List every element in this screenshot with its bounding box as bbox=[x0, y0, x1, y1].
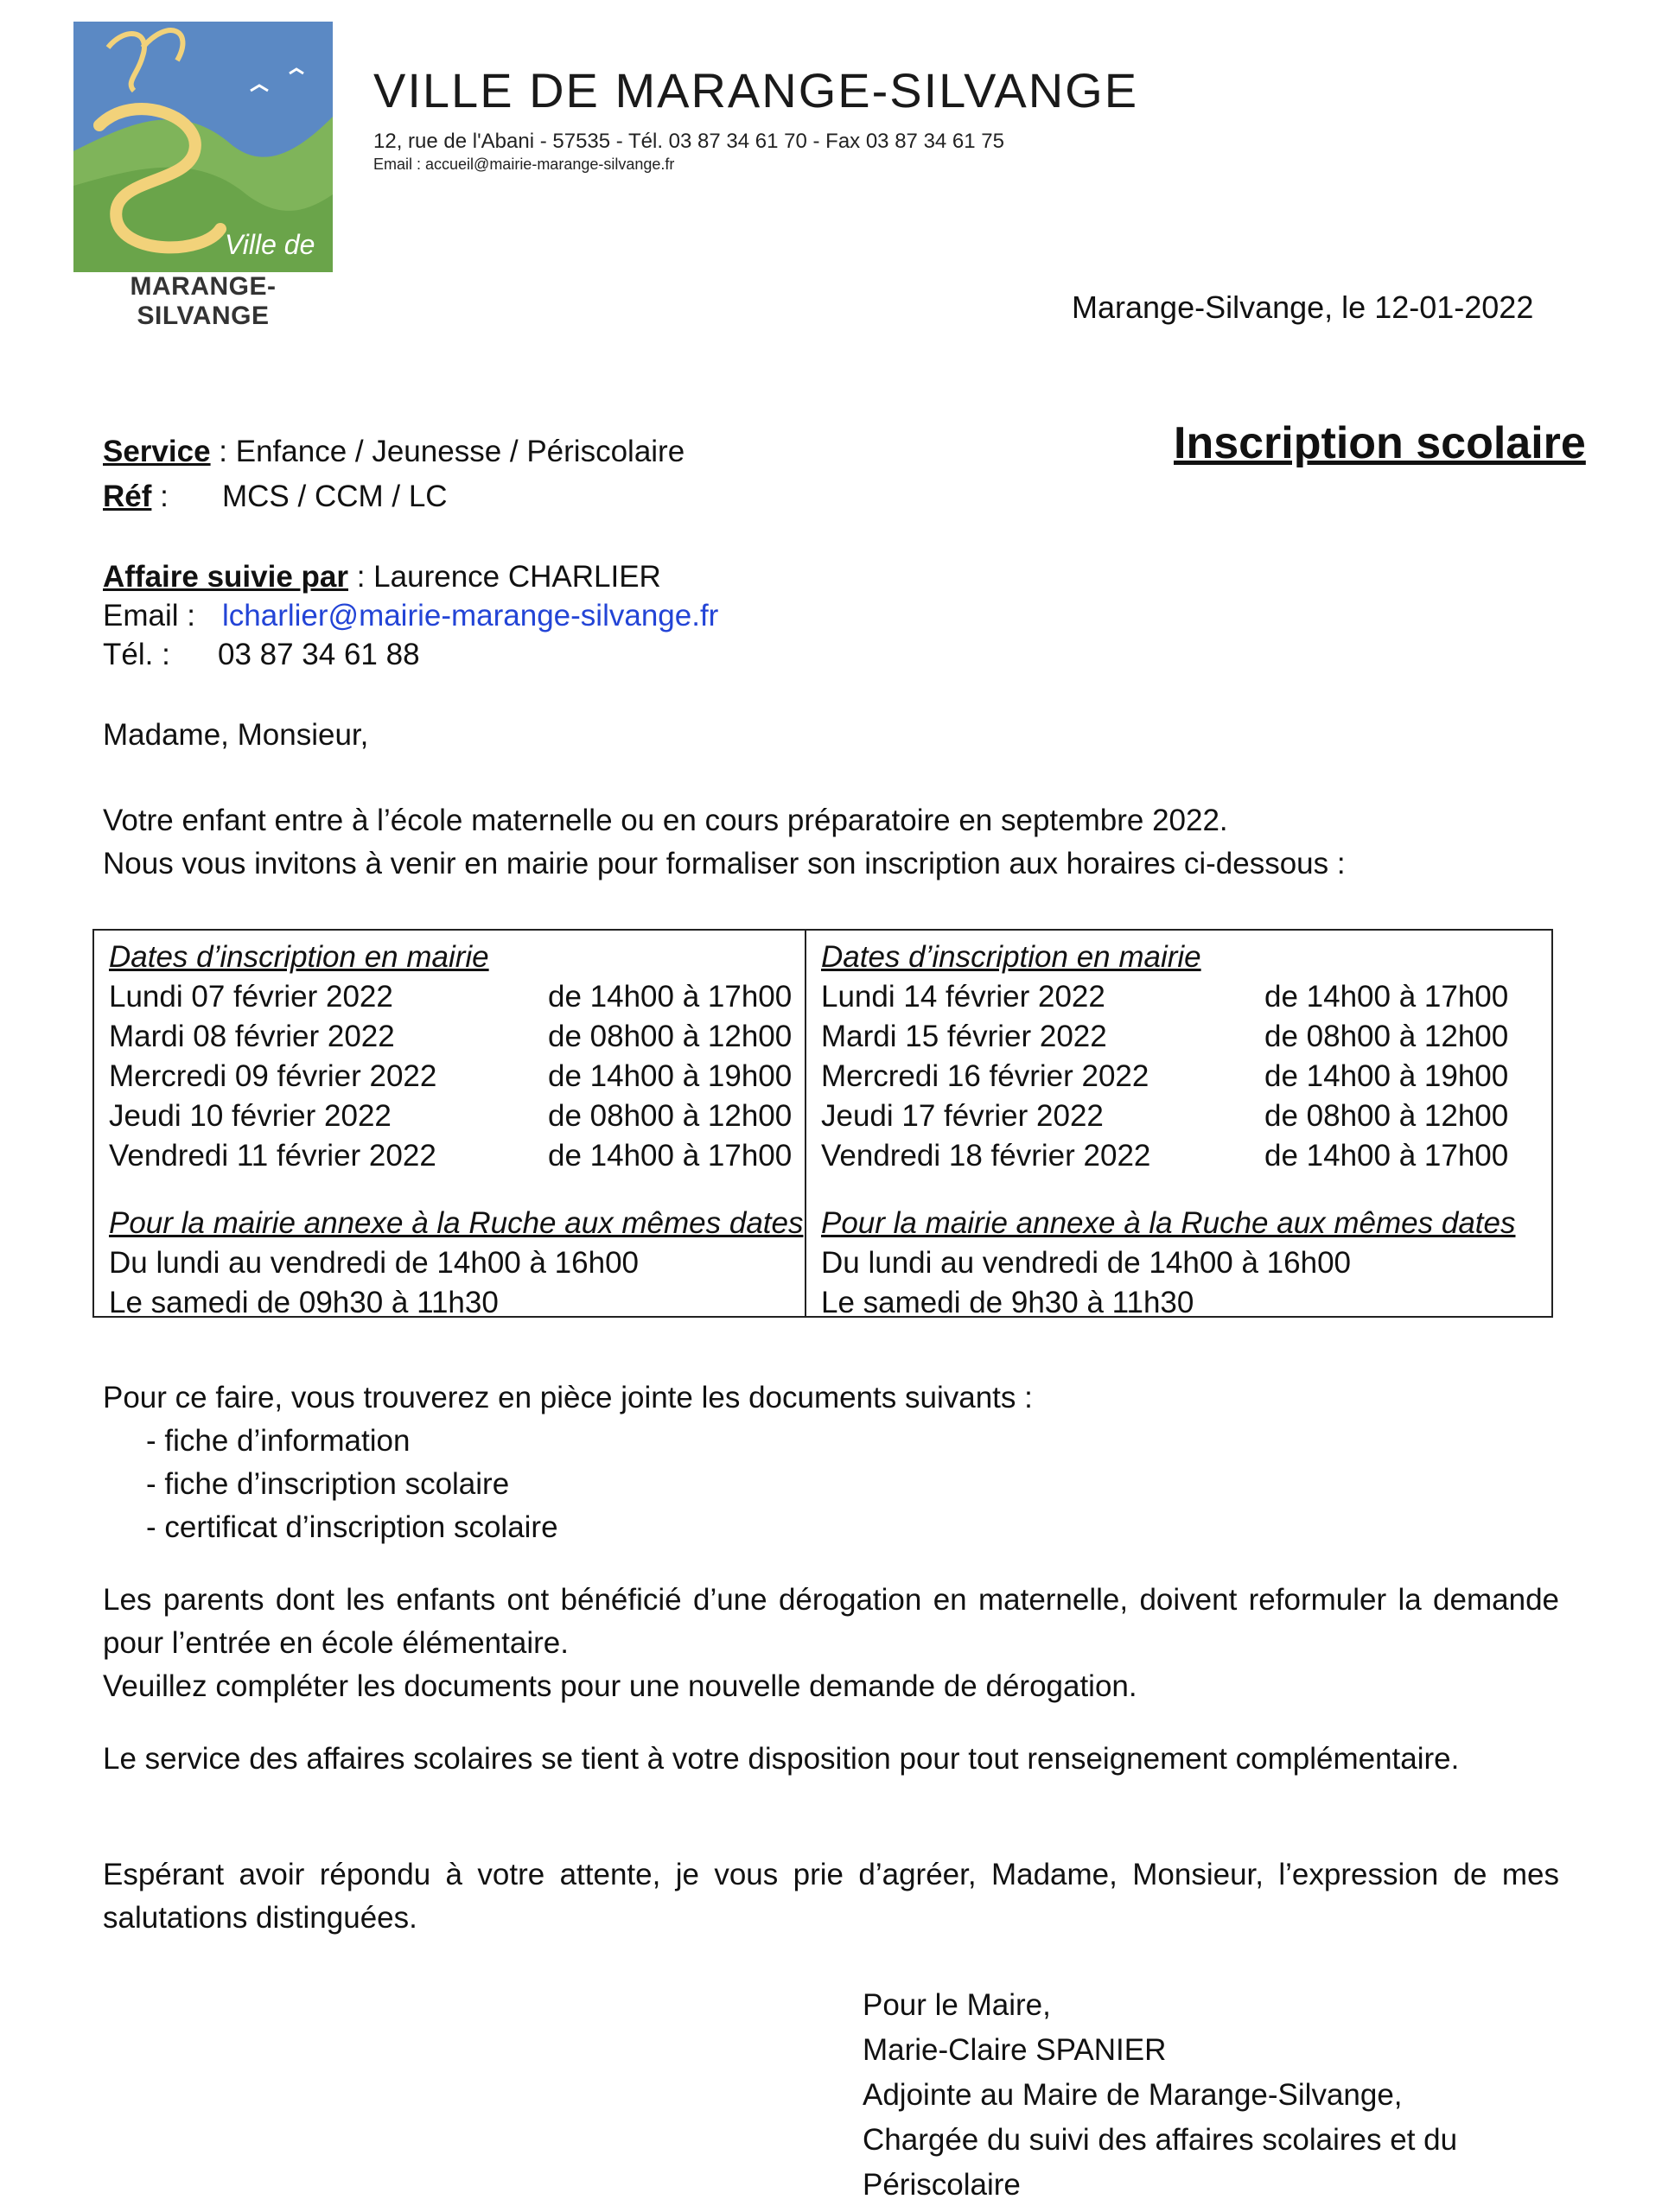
schedule-hours: de 08h00 à 12h00 bbox=[548, 1099, 793, 1133]
signature-line: Adjointe au Maire de Marange-Silvange, bbox=[863, 2078, 1403, 2112]
schedule-hours: de 08h00 à 12h00 bbox=[1264, 1020, 1509, 1053]
town-title: VILLE DE MARANGE-SILVANGE bbox=[373, 63, 1139, 118]
logo-town-name: MARANGE-SILVANGE bbox=[130, 272, 277, 330]
town-address: 12, rue de l'Abani - 57535 - Tél. 03 87 34 61 70 - Fax 03 87 34 61 75 bbox=[373, 130, 1004, 153]
tel-value: 03 87 34 61 88 bbox=[218, 638, 420, 671]
schedule-day: Mardi 08 février 2022 bbox=[109, 1020, 395, 1053]
schedule-day: Jeudi 17 février 2022 bbox=[821, 1099, 1104, 1133]
town-email: Email : accueil@mairie-marange-silvange.fr bbox=[373, 156, 675, 173]
schedule-column-left bbox=[94, 931, 804, 1319]
schedule-day: Vendredi 18 février 2022 bbox=[821, 1139, 1151, 1173]
document-title: Inscription scolaire bbox=[1174, 418, 1586, 468]
email-label: Email : bbox=[103, 599, 195, 632]
signature-block bbox=[863, 1983, 1457, 2208]
signature-line: Pour le Maire, bbox=[863, 1988, 1051, 2022]
schedule-day: Mercredi 09 février 2022 bbox=[109, 1059, 437, 1093]
schedule-hours: de 08h00 à 12h00 bbox=[1264, 1099, 1509, 1133]
documents-intro: Pour ce faire, vous trouverez en pièce jointe les documents suivants : bbox=[103, 1381, 1033, 1414]
schedule-column-right bbox=[806, 931, 1516, 1319]
service-line bbox=[103, 430, 685, 474]
annex-line: Du lundi au vendredi de 14h00 à 16h00 bbox=[109, 1246, 639, 1280]
document-item: - fiche d’inscription scolaire bbox=[146, 1467, 510, 1501]
annex-line: Du lundi au vendredi de 14h00 à 16h00 bbox=[821, 1246, 1351, 1280]
derogation-note: Veuillez compléter les documents pour une nouvelle demande de dérogation. bbox=[103, 1669, 1137, 1703]
schedule-day: Lundi 07 février 2022 bbox=[109, 980, 393, 1014]
tel-label: Tél. : bbox=[103, 638, 170, 671]
intro-line-1: Votre enfant entre à l’école maternelle ou en cours préparatoire en septembre 2022. bbox=[103, 804, 1228, 837]
schedule-hours: de 08h00 à 12h00 bbox=[548, 1020, 793, 1053]
ref-line bbox=[103, 475, 169, 518]
annex-line: Le samedi de 9h30 à 11h30 bbox=[821, 1286, 1194, 1319]
schedule-hours: de 14h00 à 19h00 bbox=[548, 1059, 793, 1093]
town-logo bbox=[73, 22, 333, 272]
annex-line: Le samedi de 09h30 à 11h30 bbox=[109, 1286, 499, 1319]
schedule-table bbox=[92, 929, 1553, 1318]
annex-heading: Pour la mairie annexe à la Ruche aux mêmes dates bbox=[821, 1206, 1516, 1240]
schedule-heading: Dates d’inscription en mairie bbox=[821, 940, 1201, 974]
schedule-hours: de 14h00 à 17h00 bbox=[548, 980, 793, 1014]
schedule-hours: de 14h00 à 17h00 bbox=[1264, 980, 1509, 1014]
email-link[interactable]: lcharlier@mairie-marange-silvange.fr bbox=[222, 599, 719, 632]
service-value: : Enfance / Jeunesse / Périscolaire bbox=[210, 435, 685, 468]
annex-heading: Pour la mairie annexe à la Ruche aux mêmes dates bbox=[109, 1206, 804, 1240]
signature-line: Périscolaire bbox=[863, 2168, 1021, 2202]
salutation: Madame, Monsieur, bbox=[103, 718, 369, 752]
derogation-paragraph: Les parents dont les enfants ont bénéficié d’une dérogation en maternelle, doivent reformuler la demande pour l’entrée en école élémentaire. bbox=[103, 1583, 1559, 1660]
logo-ville-de: Ville de bbox=[225, 229, 315, 260]
signature-line: Chargée du suivi des affaires scolaires et du bbox=[863, 2123, 1458, 2157]
closing-paragraph: Espérant avoir répondu à votre attente, je vous prie d’agréer, Madame, Monsieur, l’expression de mes salutations distinguées. bbox=[103, 1858, 1559, 1935]
service-label: Service bbox=[103, 435, 211, 468]
ref-label: Réf bbox=[103, 480, 152, 513]
ref-sep: : bbox=[151, 480, 169, 513]
document-item: - certificat d’inscription scolaire bbox=[146, 1510, 558, 1544]
affaire-line bbox=[103, 556, 661, 599]
schedule-hours: de 14h00 à 19h00 bbox=[1264, 1059, 1509, 1093]
document-item: - fiche d’information bbox=[146, 1424, 411, 1458]
service-note: Le service des affaires scolaires se tient à votre disposition pour tout renseignement complémentaire. bbox=[103, 1742, 1460, 1776]
affaire-value: : Laurence CHARLIER bbox=[348, 560, 661, 594]
schedule-heading: Dates d’inscription en mairie bbox=[109, 940, 489, 974]
intro-line-2: Nous vous invitons à venir en mairie pour formaliser son inscription aux horaires ci-dessous : bbox=[103, 847, 1346, 880]
letter-date: Marange-Silvange, le 12-01-2022 bbox=[1072, 289, 1534, 325]
schedule-hours: de 14h00 à 17h00 bbox=[1264, 1139, 1509, 1173]
schedule-day: Jeudi 10 février 2022 bbox=[109, 1099, 392, 1133]
signature-name: Marie-Claire SPANIER bbox=[863, 2033, 1167, 2067]
schedule-day: Mardi 15 février 2022 bbox=[821, 1020, 1107, 1053]
schedule-day: Mercredi 16 février 2022 bbox=[821, 1059, 1149, 1093]
schedule-day: Lundi 14 février 2022 bbox=[821, 980, 1105, 1014]
affaire-label: Affaire suivie par bbox=[103, 560, 348, 594]
ref-value: MCS / CCM / LC bbox=[222, 480, 448, 513]
schedule-hours: de 14h00 à 17h00 bbox=[548, 1139, 793, 1173]
schedule-day: Vendredi 11 février 2022 bbox=[109, 1139, 436, 1173]
